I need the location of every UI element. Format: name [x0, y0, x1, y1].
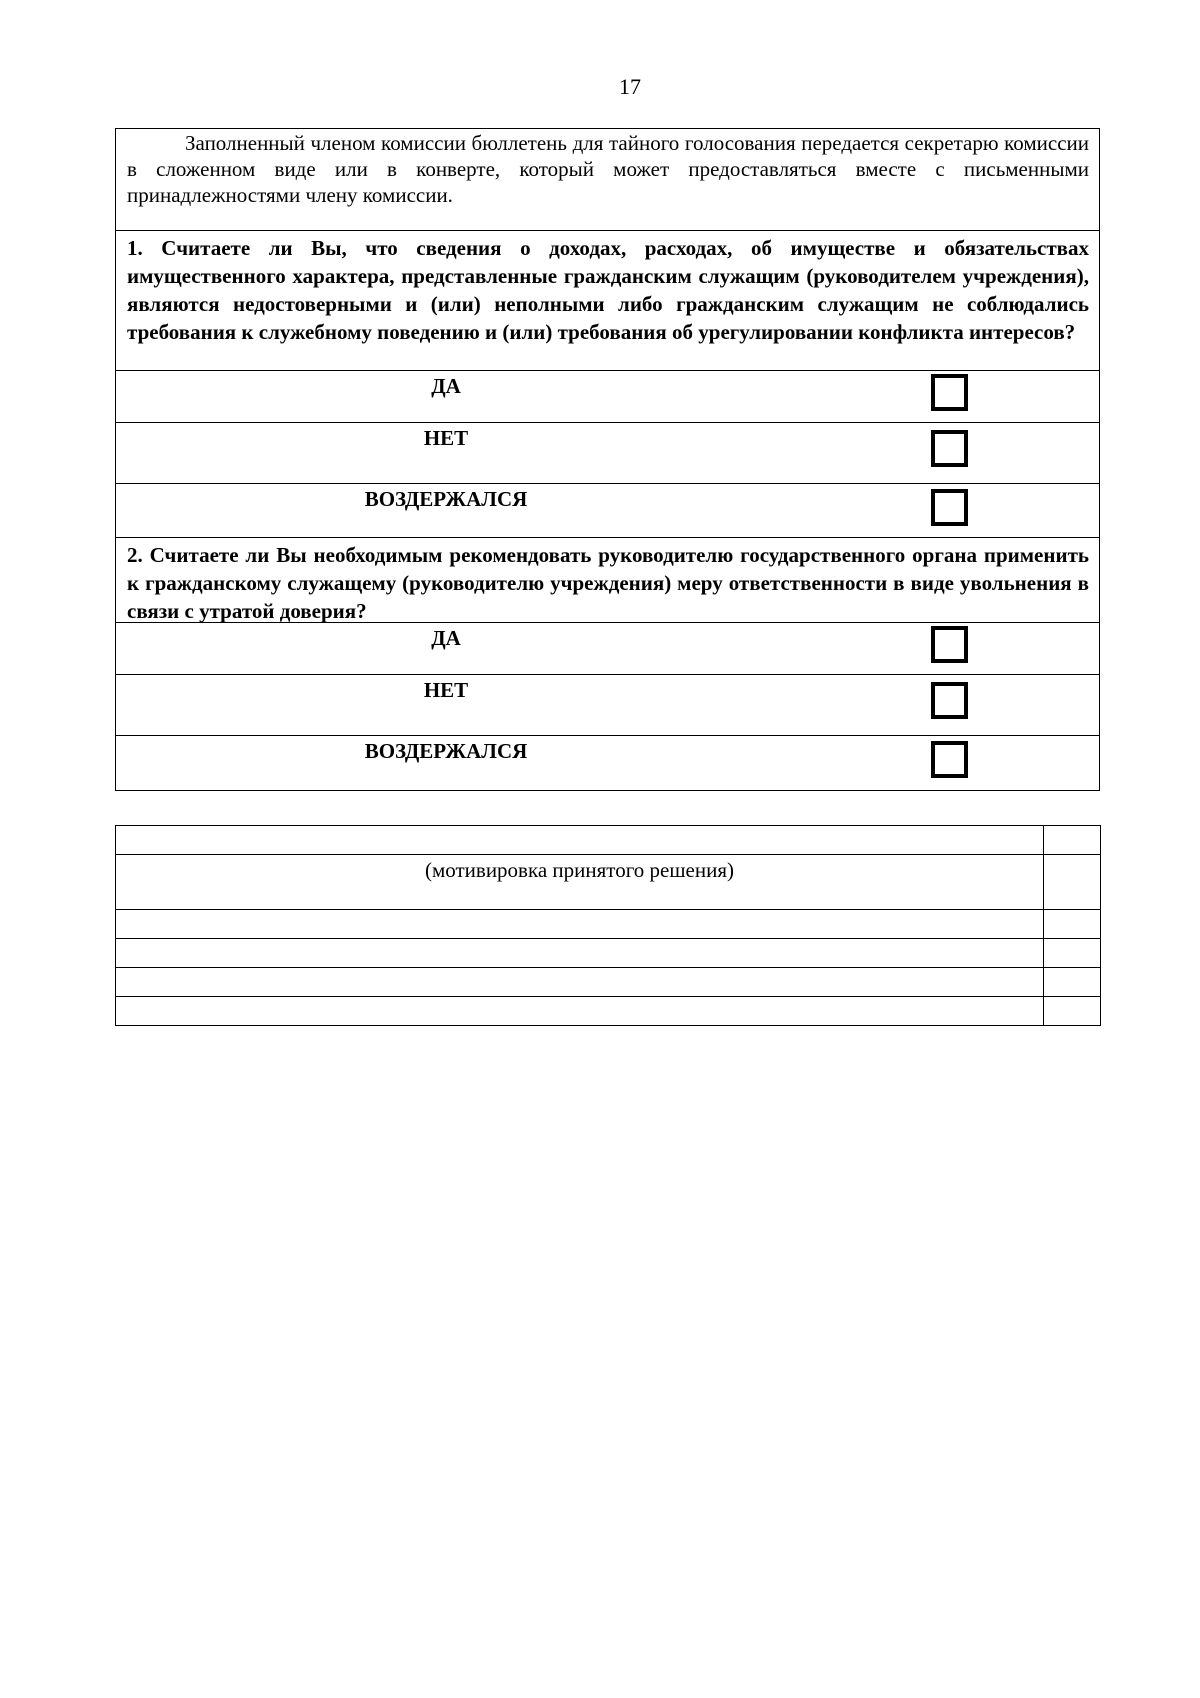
motivation-line	[116, 968, 1101, 997]
motivation-input-cell[interactable]	[116, 968, 1044, 997]
page-number: 17	[619, 74, 641, 99]
option-label: ВОЗДЕРЖАЛСЯ	[364, 487, 528, 511]
side-cell	[1044, 997, 1101, 1026]
motivation-input-cell[interactable]	[116, 826, 1044, 855]
question-2-text: 2. Считаете ли Вы необходимым рекомендовать руководителю государственного органа применить к гражданскому служащему (руководителю учреждения) меру ответственности в виде увольнения в связи с утратой доверия?	[116, 538, 1099, 623]
motivation-table	[115, 825, 1101, 1026]
motivation-line	[116, 939, 1101, 968]
side-cell	[1044, 855, 1101, 910]
option-label: ДА	[431, 374, 461, 398]
motivation-input-cell[interactable]	[116, 997, 1044, 1026]
side-cell	[1044, 968, 1101, 997]
question-2-option-abstain[interactable]	[116, 736, 1099, 790]
motivation-input-cell[interactable]	[116, 910, 1044, 939]
question-1-option-abstain[interactable]	[116, 484, 1099, 538]
intro-text: Заполненный членом комиссии бюллетень для тайного голосования передается секретарю комиссии в сложенном виде или в конверте, который может предоставляться вместе с письменными принадлежностями члену комиссии.	[127, 131, 1089, 207]
checkbox[interactable]	[931, 430, 968, 467]
motivation-line	[116, 997, 1101, 1026]
question-1-text: 1. Считаете ли Вы, что сведения о доходах, расходах, об имуществе и обязательствах имущественного характера, представленные гражданским служащим (руководителем учреждения), являются недостоверными и (или) неполными либо гражданским служащим не соблюдались требования к служебному поведению и (или) требования об урегулировании конфликта интересов?	[116, 231, 1099, 371]
motivation-line	[116, 910, 1101, 939]
checkbox[interactable]	[931, 626, 968, 663]
motivation-input-cell[interactable]	[116, 939, 1044, 968]
motivation-caption: (мотивировка принятого решения)	[116, 855, 1044, 910]
option-label: ВОЗДЕРЖАЛСЯ	[364, 739, 528, 763]
checkbox[interactable]	[931, 489, 968, 526]
side-cell	[1044, 910, 1101, 939]
option-label: НЕТ	[423, 678, 469, 702]
side-cell	[1044, 939, 1101, 968]
motivation-caption-row	[116, 855, 1101, 910]
option-label: ДА	[431, 626, 461, 650]
side-cell	[1044, 826, 1101, 855]
intro-instructions	[116, 129, 1099, 231]
option-label: НЕТ	[423, 426, 469, 450]
question-1-option-no[interactable]	[116, 423, 1099, 484]
checkbox[interactable]	[931, 741, 968, 778]
question-2-option-no[interactable]	[116, 675, 1099, 736]
checkbox[interactable]	[931, 374, 968, 411]
motivation-line	[116, 826, 1101, 855]
ballot-form	[115, 128, 1100, 791]
checkbox[interactable]	[931, 682, 968, 719]
question-1-option-yes[interactable]	[116, 371, 1099, 423]
question-2-option-yes[interactable]	[116, 623, 1099, 675]
